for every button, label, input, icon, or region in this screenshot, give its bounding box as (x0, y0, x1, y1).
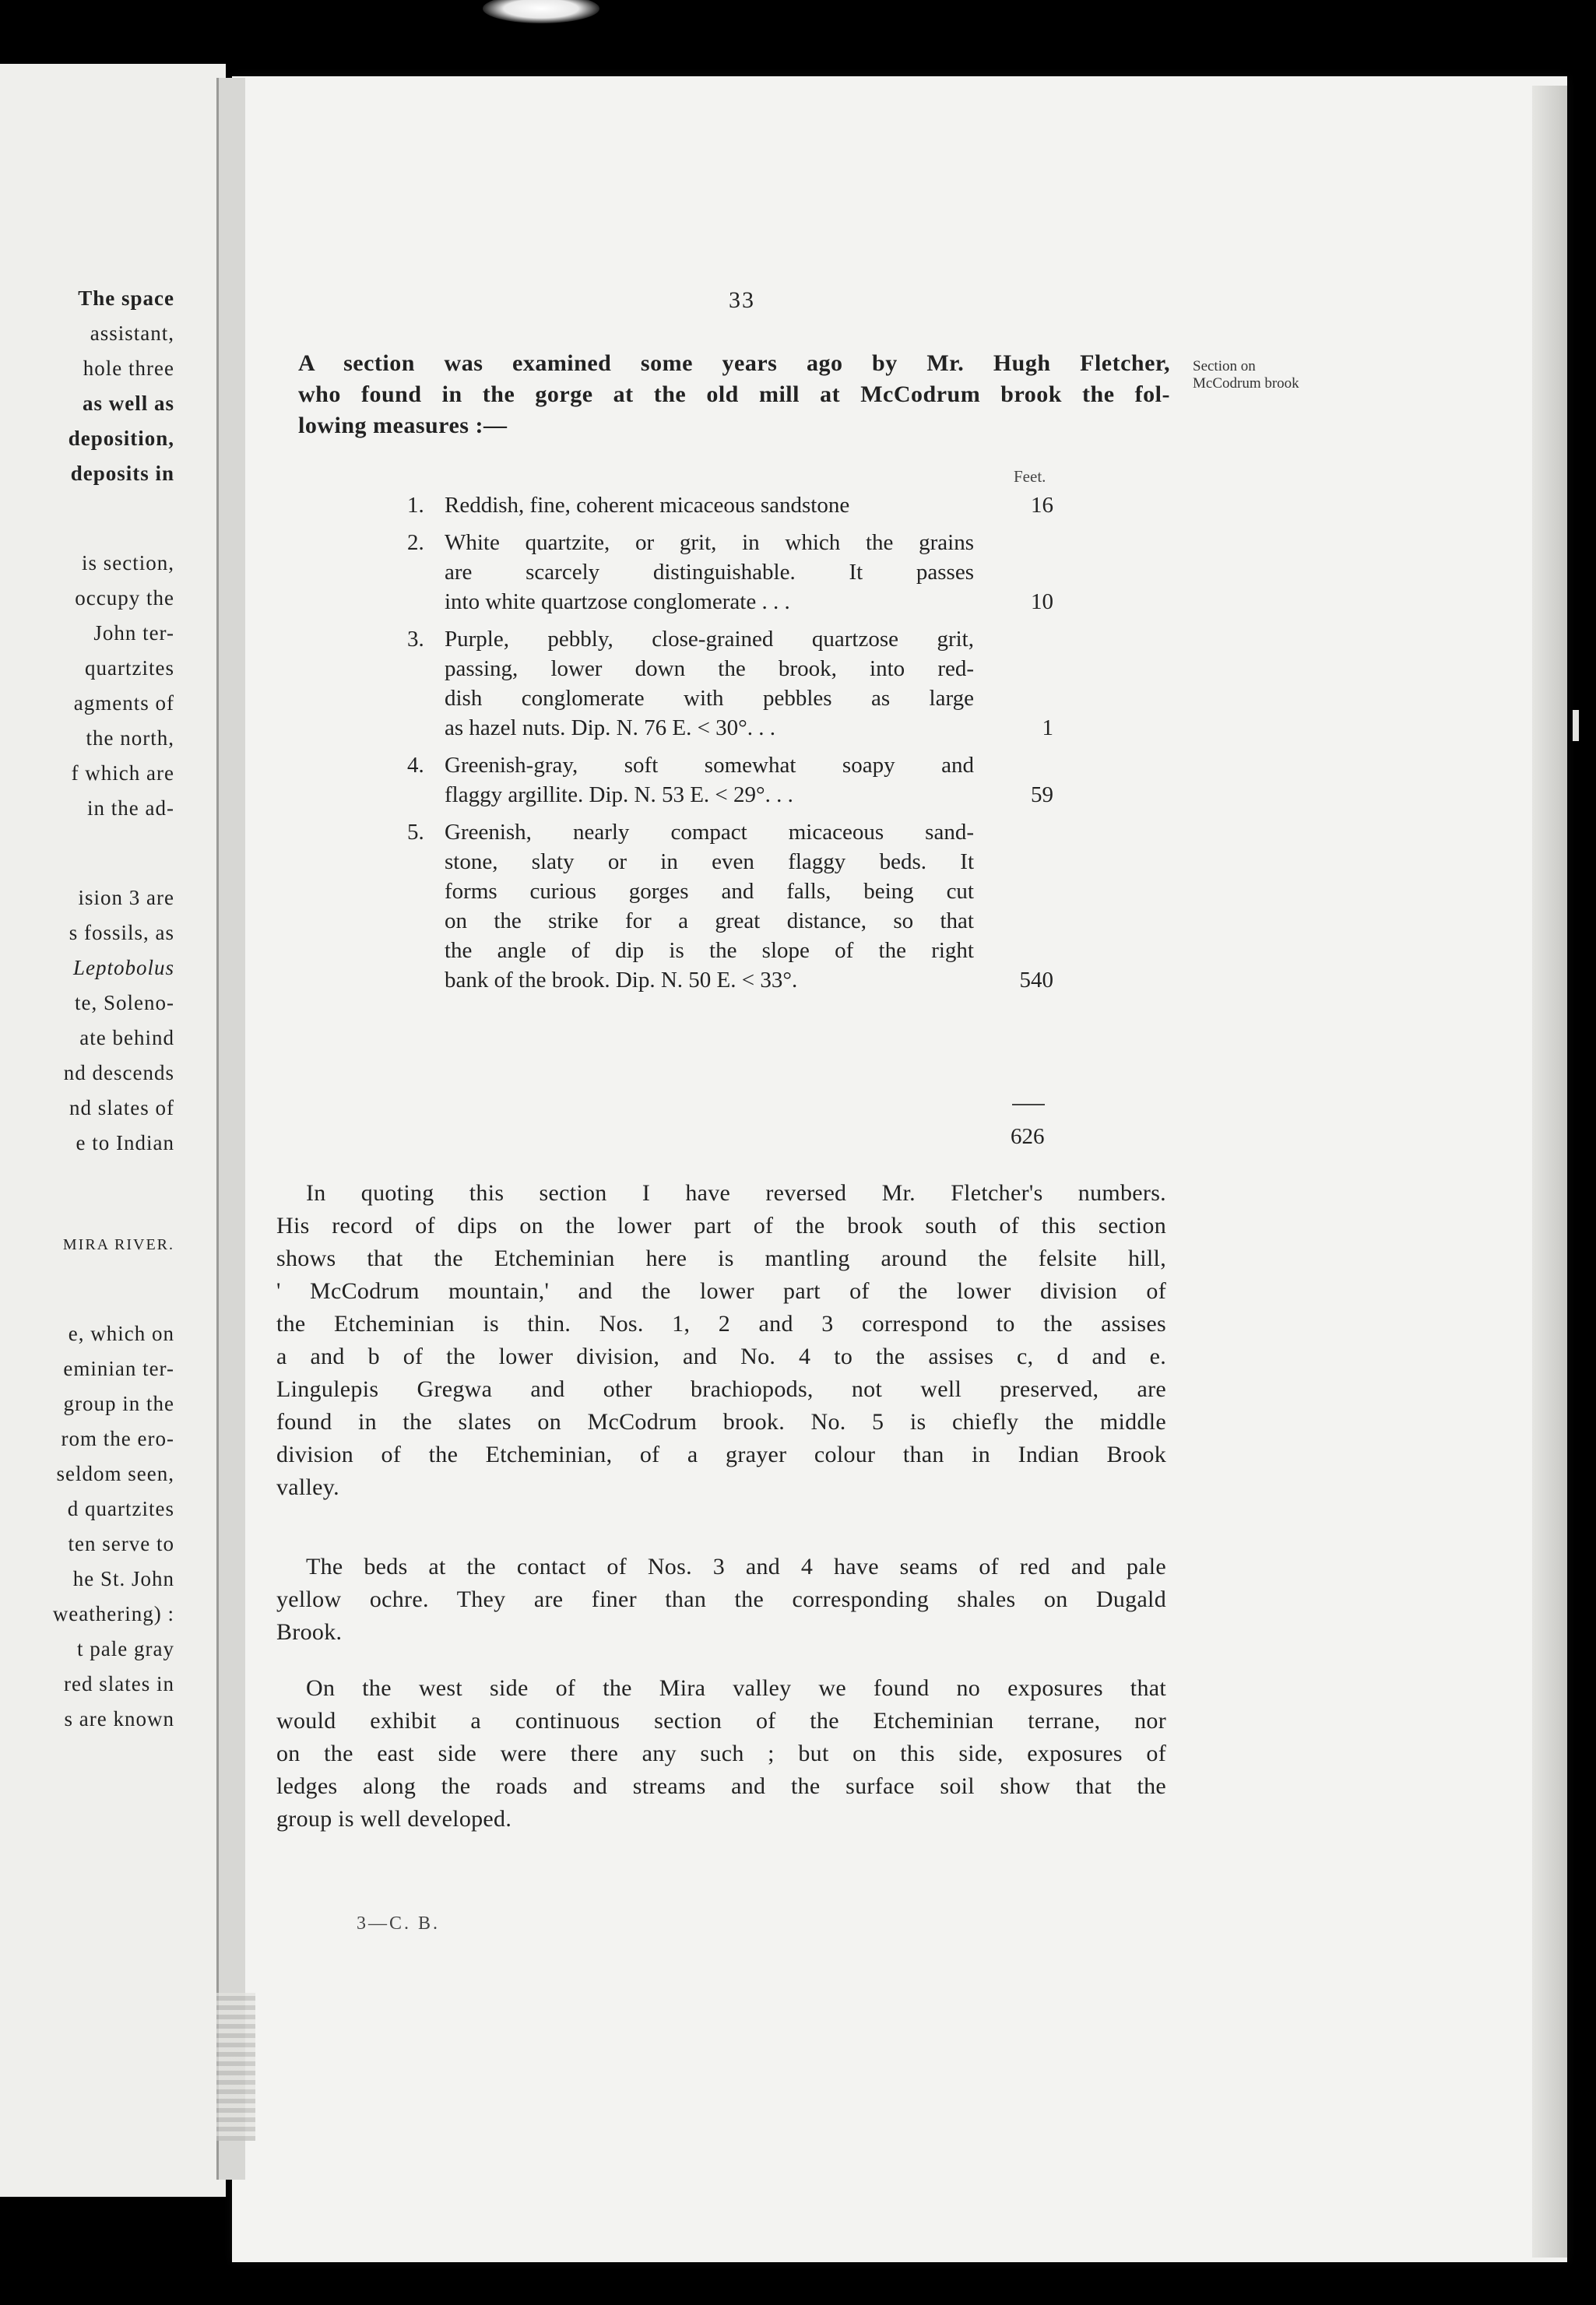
paragraph-line: Brook. (276, 1619, 343, 1645)
paragraph-beds-contact (276, 1551, 1166, 1649)
intro-line: lowing measures :— (298, 413, 508, 438)
left-page-line: MIRA RIVER. (62, 1236, 174, 1253)
paragraph-line: The beds at the contact of Nos. 3 and 4 have seams of red and pale (306, 1554, 1166, 1579)
measure-line: forms curious gorges and falls, being cut (445, 879, 974, 904)
left-page-line: rom the ero- (61, 1427, 174, 1450)
measure-line: Greenish, nearly compact micaceous sand- (445, 820, 974, 845)
measure-description (445, 750, 974, 810)
measure-line: into white quartzose conglomerate . . . (445, 589, 790, 614)
measure-line: stone, slaty or in even flaggy beds. It (445, 849, 974, 874)
measure-line: on the strike for a great distance, so that (445, 908, 974, 933)
measure-number: 3. (407, 627, 424, 652)
intro-paragraph (298, 348, 1170, 441)
left-page-line: deposition, (68, 427, 174, 450)
measure-line: dish conglomerate with pebbles as large (445, 686, 974, 711)
measure-line: flaggy argillite. Dip. N. 53 E. < 29°. . . (445, 782, 793, 807)
paragraph-line: the Etcheminian is thin. Nos. 1, 2 and 3 correspond to the assises (276, 1311, 1166, 1337)
left-page-line: occupy the (75, 586, 174, 610)
measure-feet-value: 16 (1031, 493, 1053, 518)
left-page-line: agments of (73, 691, 174, 715)
measure-number: 5. (407, 820, 424, 845)
measure-line: Greenish-gray, soft somewhat soapy and (445, 753, 974, 778)
measure-line: Purple, pebbly, close-grained quartzose grit, (445, 627, 974, 652)
measure-feet-value: 10 (1031, 589, 1053, 614)
measure-number: 2. (407, 530, 424, 555)
left-page-line: s fossils, as (69, 921, 174, 944)
left-page-line: group in the (63, 1392, 174, 1415)
left-page-line: e, which on (68, 1322, 174, 1345)
paragraph-line: On the west side of the Mira valley we found no exposures that (306, 1675, 1166, 1701)
measure-feet-value: 59 (1031, 782, 1053, 807)
measure-description (445, 490, 974, 520)
paragraph-line: Lingulepis Gregwa and other brachiopods, not well preserved, are (276, 1376, 1166, 1402)
left-page-line: deposits in (70, 462, 174, 485)
left-page-line: t pale gray (77, 1637, 174, 1660)
paragraph-line: valley. (276, 1474, 339, 1500)
paragraph-line: yellow ochre. They are finer than the corresponding shales on Dugald (276, 1586, 1166, 1612)
left-page-line: s are known (64, 1707, 174, 1731)
paragraph-line: In quoting this section I have reversed Mr. Fletcher's numbers. (306, 1180, 1166, 1206)
left-page-line: weathering) : (52, 1602, 174, 1625)
feet-column-header: Feet. (1014, 467, 1046, 486)
left-page-line: John ter- (93, 621, 174, 645)
measure-line: Reddish, fine, coherent micaceous sandstone (445, 493, 850, 518)
paragraph-line: group is well developed. (276, 1806, 512, 1832)
measure-line: are scarcely distinguishable. It passes (445, 560, 974, 585)
left-page-line: nd descends (63, 1061, 174, 1084)
paragraph-line: found in the slates on McCodrum brook. No. 5 is chiefly the middle (276, 1409, 1166, 1435)
left-page-line: in the ad- (87, 796, 174, 820)
left-page-line: hole three (83, 357, 174, 380)
measures-list (407, 490, 1053, 1003)
left-page-line: ten serve to (68, 1532, 174, 1555)
measure-line: as hazel nuts. Dip. N. 76 E. < 30°. . . (445, 715, 776, 740)
total-rule (1012, 1104, 1045, 1105)
left-page (0, 64, 226, 2197)
paragraph-line: would exhibit a continuous section of the Etcheminian terrane, nor (276, 1708, 1166, 1734)
measure-description (445, 817, 974, 995)
left-page-line: as well as (83, 392, 174, 415)
left-page-line: eminian ter- (63, 1357, 174, 1380)
measure-number: 1. (407, 493, 424, 518)
signature-mark: 3—C. B. (357, 1913, 441, 1934)
paragraph-line: on the east side were there any such ; but on this side, exposures of (276, 1741, 1166, 1766)
left-page-line: the north, (86, 726, 174, 750)
measure-item (407, 528, 1053, 617)
left-page-line: ate behind (79, 1026, 174, 1049)
left-page-line: nd slates of (69, 1096, 174, 1119)
left-page-line: The space (78, 286, 174, 310)
left-page-line: is section, (82, 551, 174, 574)
paragraph-line: a and b of the lower division, and No. 4 to the assises c, d and e. (276, 1344, 1166, 1369)
left-page-line: quartzites (85, 656, 174, 680)
measure-line: the angle of dip is the slope of the right (445, 938, 974, 963)
left-page-line: ision 3 are (78, 886, 174, 909)
measure-item (407, 817, 1053, 995)
page-number: 33 (729, 287, 755, 313)
measure-number: 4. (407, 753, 424, 778)
page-gutter (216, 78, 245, 2180)
left-page-line: he St. John (72, 1567, 174, 1590)
left-page-line: te, Soleno- (75, 991, 174, 1014)
measure-line: passing, lower down the brook, into red- (445, 656, 974, 681)
measure-line: White quartzite, or grit, in which the grains (445, 530, 974, 555)
paragraph-mira-valley (276, 1672, 1166, 1836)
measure-line: bank of the brook. Dip. N. 50 E. < 33°. (445, 968, 798, 993)
measure-item (407, 624, 1053, 743)
left-page-line: d quartzites (67, 1497, 174, 1520)
measure-item (407, 750, 1053, 810)
left-page-line: Leptobolus (72, 956, 174, 979)
left-page-line: seldom seen, (56, 1462, 174, 1485)
paragraph-line: division of the Etcheminian, of a grayer colour than in Indian Brook (276, 1442, 1166, 1467)
measure-description (445, 624, 974, 743)
left-page-line: red slates in (64, 1672, 174, 1695)
paragraph-line: His record of dips on the lower part of the brook south of this section (276, 1213, 1166, 1239)
total-feet: 626 (1011, 1124, 1045, 1149)
paragraph-line: shows that the Etcheminian here is mantling around the felsite hill, (276, 1246, 1166, 1271)
binding-edge (216, 1993, 255, 2141)
edge-mark (1573, 710, 1579, 741)
paragraph-line: ' McCodrum mountain,' and the lower part of the lower division of (276, 1278, 1166, 1304)
page-edge (1532, 86, 1567, 2258)
measure-item (407, 490, 1053, 520)
measure-description (445, 528, 974, 617)
intro-line: who found in the gorge at the old mill at McCodrum brook the fol- (298, 381, 1170, 407)
margin-note: Section on McCodrum brook (1193, 358, 1299, 392)
left-page-line: f which are (71, 761, 174, 785)
paragraph-line: ledges along the roads and streams and the surface soil show that the (276, 1773, 1166, 1799)
measure-feet-value: 1 (1042, 715, 1053, 740)
intro-line: A section was examined some years ago by Mr. Hugh Fletcher, (298, 350, 1170, 376)
left-page-line: e to Indian (76, 1131, 174, 1154)
left-page-line: assistant, (90, 322, 174, 345)
paragraph-reversed-numbers (276, 1177, 1166, 1504)
measure-feet-value: 540 (1019, 968, 1053, 993)
